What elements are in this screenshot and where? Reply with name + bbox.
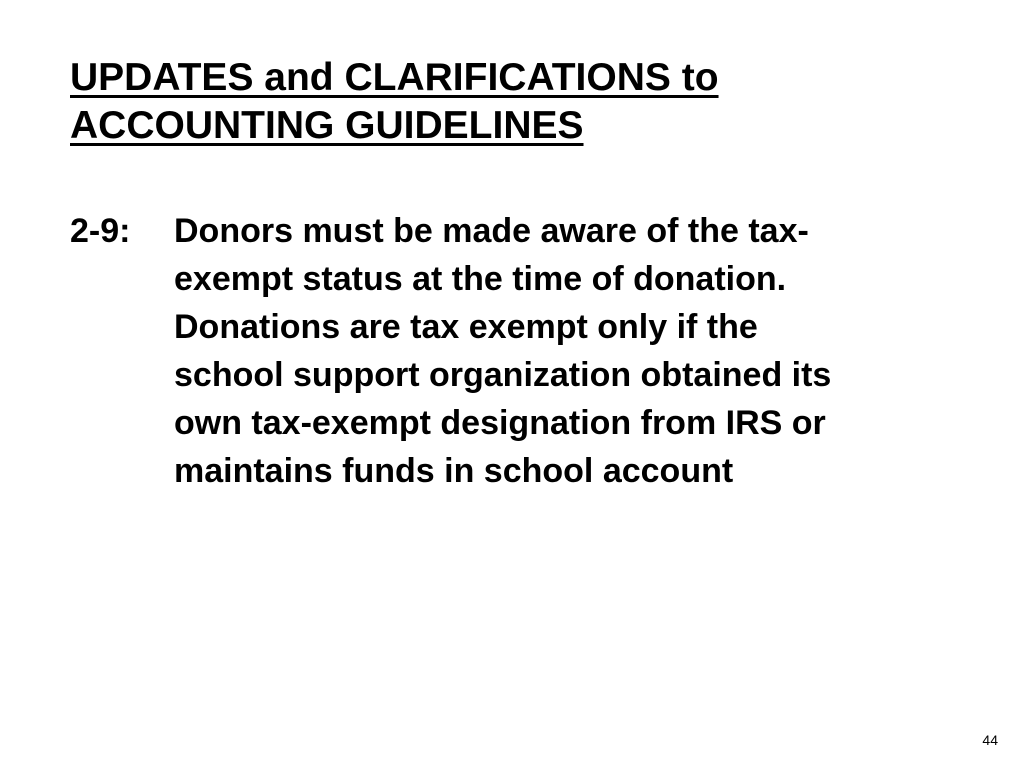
- item-text-line-3: Donations are tax exempt only if the: [174, 308, 758, 346]
- item-text-line-1: Donors must be made aware of the tax-: [174, 212, 809, 250]
- item-number: 2-9:: [70, 212, 131, 250]
- slide-title-line-1: UPDATES and CLARIFICATIONS to: [70, 56, 719, 99]
- guideline-item-2-9: [70, 207, 1000, 495]
- page-number: 44: [982, 732, 998, 748]
- slide-title: [70, 54, 970, 150]
- item-text-line-2: exempt status at the time of donation.: [174, 260, 787, 298]
- slide-title-line-2: ACCOUNTING GUIDELINES: [70, 104, 584, 147]
- item-text-line-5: own tax-exempt designation from IRS or: [174, 404, 826, 442]
- item-text-line-4: school support organization obtained its: [174, 356, 832, 394]
- item-text-line-6: maintains funds in school account: [174, 452, 734, 490]
- item-text: [174, 207, 1000, 495]
